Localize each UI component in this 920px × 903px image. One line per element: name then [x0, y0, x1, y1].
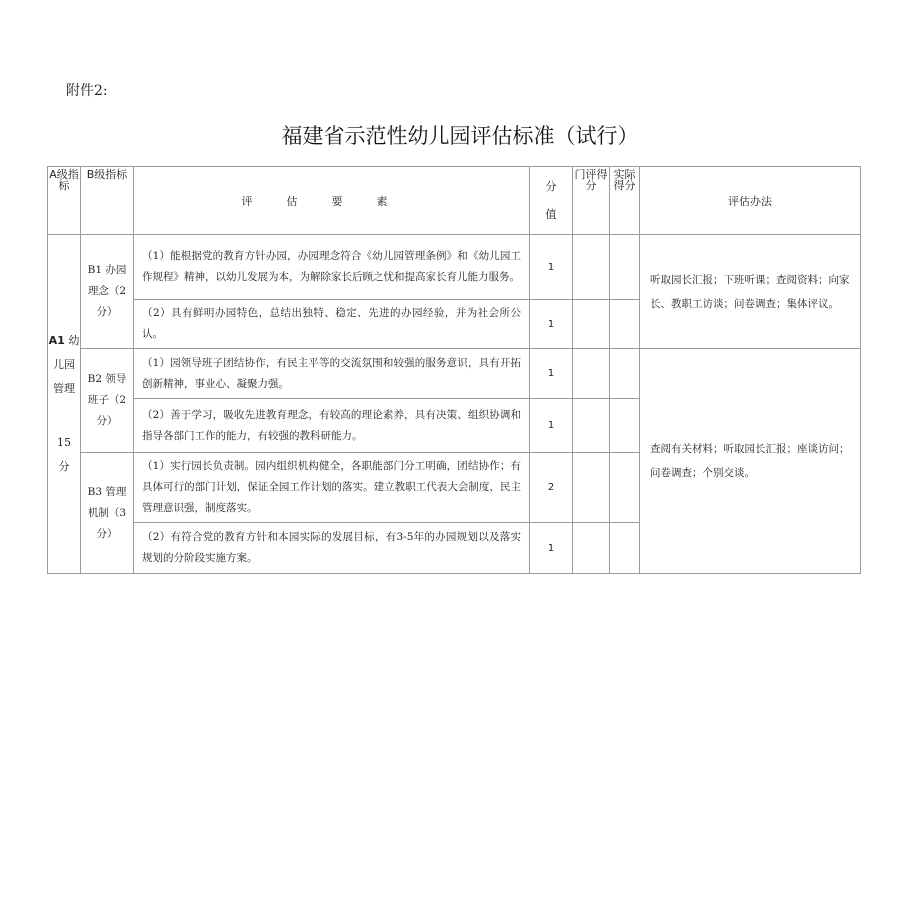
header-a-level: A级指标	[48, 167, 81, 235]
score-b3-2: 1	[530, 523, 573, 574]
a1-name: 幼儿园管理	[53, 334, 80, 395]
actual-score-cell[interactable]	[610, 399, 640, 453]
header-actual-score: 实际得分	[610, 167, 640, 235]
method-group-2: 查阅有关材料；听取园长汇报；座谈访问；问卷调查；个别交谈。	[640, 349, 861, 574]
header-method: 评估办法	[640, 167, 861, 235]
header-score: 分值	[530, 167, 573, 235]
element-b1-1: （1）能根据党的教育方针办园，办园理念符合《幼儿园管理条例》和《幼儿园工作规程》精神，以幼儿发展为本，为解除家长后顾之忧和提高家长育儿能力服务。	[134, 235, 530, 300]
b1-indicator: B1 办园理念（2分）	[81, 235, 134, 349]
dept-score-cell[interactable]	[573, 399, 610, 453]
score-b1-2: 1	[530, 300, 573, 349]
b3-indicator: B3 管理机制（3分）	[81, 453, 134, 574]
element-b2-2: （2）善于学习，吸收先进教育理念，有较高的理论素养，具有决策、组织协调和指导各部门工作的能力，有较强的教科研能力。	[134, 399, 530, 453]
method-group-1: 听取园长汇报；下班听课；查阅资料；向家长、教职工访谈；问卷调查；集体评议。	[640, 235, 861, 349]
dept-score-cell[interactable]	[573, 235, 610, 300]
table-row	[48, 349, 861, 399]
score-b1-1: 1	[530, 235, 573, 300]
a1-indicator	[48, 235, 81, 574]
dept-score-cell[interactable]	[573, 300, 610, 349]
score-b3-1: 2	[530, 453, 573, 523]
header-row	[48, 167, 861, 235]
page-title: 福建省示范性幼儿园评估标准（试行）	[281, 124, 639, 148]
dept-score-cell[interactable]	[573, 349, 610, 399]
element-b3-1: （1）实行园长负责制。园内组织机构健全，各职能部门分工明确，团结协作；有具体可行的部门计划，保证全园工作计划的落实。建立教职工代表大会制度，民主管理意识强，制度落实。	[134, 453, 530, 523]
table-row	[48, 235, 861, 300]
a1-code: A1	[48, 334, 65, 347]
score-b2-1: 1	[530, 349, 573, 399]
a1-points: 15	[57, 436, 71, 449]
a1-unit: 分	[58, 460, 70, 473]
b2-indicator: B2 领导班子（2分）	[81, 349, 134, 453]
header-elements: 评估要素	[134, 167, 530, 235]
evaluation-table	[47, 166, 861, 574]
dept-score-cell[interactable]	[573, 523, 610, 574]
element-b1-2: （2）具有鲜明办园特色，总结出独特、稳定、先进的办园经验，并为社会所公认。	[134, 300, 530, 349]
actual-score-cell[interactable]	[610, 523, 640, 574]
actual-score-cell[interactable]	[610, 235, 640, 300]
actual-score-cell[interactable]	[610, 453, 640, 523]
element-b3-2: （2）有符合党的教育方针和本园实际的发展目标，有3-5年的办园规划以及落实规划的分阶段实施方案。	[134, 523, 530, 574]
header-b-level: B级指标	[81, 167, 134, 235]
actual-score-cell[interactable]	[610, 300, 640, 349]
score-b2-2: 1	[530, 399, 573, 453]
element-b2-1: （1）园领导班子团结协作，有民主平等的交流氛围和较强的服务意识，具有开拓创新精神，事业心、凝聚力强。	[134, 349, 530, 399]
attachment-label: 附件2:	[66, 83, 108, 99]
header-dept-score: 门评得分	[573, 167, 610, 235]
actual-score-cell[interactable]	[610, 349, 640, 399]
dept-score-cell[interactable]	[573, 453, 610, 523]
